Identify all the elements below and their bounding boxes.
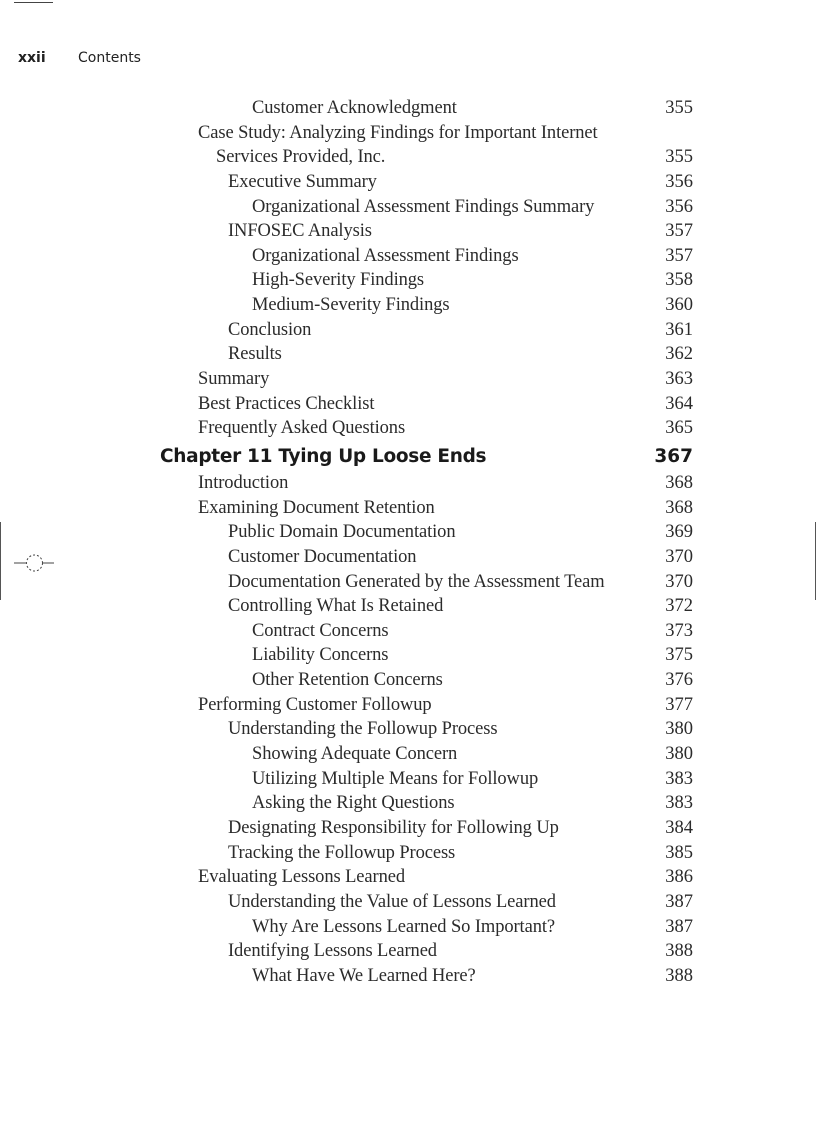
toc-entry-title: Chapter 11 Tying Up Loose Ends [160,445,487,467]
toc-entry-title: Executive Summary [228,171,377,192]
toc-entry-title: Asking the Right Questions [252,793,455,814]
toc-entry-title: Organizational Assessment Findings Summary [252,196,595,217]
toc-entry-title: Showing Adequate Concern [252,744,458,765]
toc-entry-page: 360 [665,295,693,316]
toc-entry[interactable] [0,892,816,917]
table-of-contents [0,98,816,990]
toc-entry[interactable] [0,246,816,271]
toc-entry-page: 357 [665,245,693,266]
toc-entry-title: Results [228,344,282,365]
toc-entry-title: Understanding the Value of Lessons Learned [228,891,556,912]
toc-entry-page: 375 [665,645,693,666]
toc-entry-page: 365 [665,418,693,439]
toc-entry[interactable] [0,147,816,172]
toc-entry[interactable] [0,670,816,695]
toc-entry-title: Medium-Severity Findings [252,295,450,316]
toc-entry-title: Contract Concerns [252,620,389,641]
toc-entry-title: Examining Document Retention [198,497,435,518]
toc-entry-title: Why Are Lessons Learned So Important? [252,916,556,937]
toc-entry-title: What Have We Learned Here? [252,965,476,986]
toc-entry[interactable] [0,695,816,720]
toc-entry-title: Performing Customer Followup [198,694,432,715]
toc-entry-page: 370 [665,546,693,567]
toc-chapter-entry[interactable] [0,443,816,473]
toc-entry[interactable] [0,966,816,991]
toc-entry-title: Documentation Generated by the Assessment Team [228,571,605,592]
toc-entry-page: 368 [665,472,693,493]
toc-entry-page: 355 [665,98,693,118]
toc-entry[interactable] [0,172,816,197]
toc-entry-page: 388 [665,941,693,962]
toc-entry-page: 370 [665,571,693,592]
toc-entry[interactable] [0,621,816,646]
toc-entry[interactable] [0,369,816,394]
toc-entry-title: Frequently Asked Questions [198,418,406,439]
toc-entry-page: 376 [665,670,693,691]
toc-entry-page: 380 [665,744,693,765]
toc-entry[interactable] [0,843,816,868]
toc-entry[interactable] [0,547,816,572]
toc-entry-title: Identifying Lessons Learned [228,941,437,962]
toc-entry-title: Utilizing Multiple Means for Followup [252,768,539,789]
toc-entry-page: 367 [654,445,693,467]
toc-entry-page: 380 [665,719,693,740]
toc-entry-title: Introduction [198,472,289,493]
toc-entry[interactable] [0,320,816,345]
toc-entry-page: 356 [665,196,693,217]
toc-entry-page: 386 [665,867,693,888]
toc-entry-page: 383 [665,793,693,814]
toc-entry[interactable] [0,769,816,794]
toc-entry-title: Controlling What Is Retained [228,596,444,617]
toc-entry-title: Customer Acknowledgment [252,98,457,118]
toc-entry-page: 387 [665,891,693,912]
toc-entry[interactable] [0,941,816,966]
toc-entry-page: 383 [665,768,693,789]
toc-entry[interactable] [0,645,816,670]
toc-entry-page: 369 [665,522,693,543]
toc-entry-title: Public Domain Documentation [228,522,456,543]
toc-entry[interactable] [0,744,816,769]
toc-entry-page: 362 [665,344,693,365]
toc-entry[interactable] [0,344,816,369]
toc-entry[interactable] [0,123,816,148]
toc-entry-title: Best Practices Checklist [198,393,375,414]
toc-entry-title: Customer Documentation [228,546,417,567]
toc-entry-page: 358 [665,270,693,291]
toc-entry[interactable] [0,719,816,744]
toc-entry-page: 357 [665,221,693,242]
section-title: Contents [78,50,141,66]
toc-entry-title: Organizational Assessment Findings [252,245,519,266]
toc-entry[interactable] [0,473,816,498]
toc-entry[interactable] [0,498,816,523]
toc-entry-title: Other Retention Concerns [252,670,443,691]
toc-entry[interactable] [0,270,816,295]
toc-entry[interactable] [0,295,816,320]
toc-entry[interactable] [0,572,816,597]
toc-entry-page: 372 [665,596,693,617]
toc-entry-title: Summary [198,369,270,390]
toc-entry-title: Tracking the Followup Process [228,842,456,863]
toc-entry[interactable] [0,522,816,547]
toc-entry-page: 388 [665,965,693,986]
toc-entry-title: Understanding the Followup Process [228,719,498,740]
toc-entry-page: 387 [665,916,693,937]
toc-entry-page: 377 [665,694,693,715]
toc-entry-page: 364 [665,393,693,414]
toc-entry-title: Conclusion [228,319,312,340]
toc-entry-title: Designating Responsibility for Following Up [228,817,559,838]
running-head [18,50,141,66]
toc-entry-page: 363 [665,369,693,390]
toc-entry-page: 384 [665,817,693,838]
toc-entry[interactable] [0,793,816,818]
page-number: xxii [18,50,46,66]
toc-entry-page: 385 [665,842,693,863]
toc-entry[interactable] [0,418,816,443]
toc-entry-title: Liability Concerns [252,645,389,666]
toc-entry-title: High-Severity Findings [252,270,425,291]
toc-entry[interactable] [0,818,816,843]
toc-entry-title: Services Provided, Inc. [216,147,386,168]
toc-entry[interactable] [0,917,816,942]
toc-entry[interactable] [0,596,816,621]
toc-entry-page: 356 [665,171,693,192]
toc-entry-page: 355 [665,147,693,168]
toc-entry-title: INFOSEC Analysis [228,221,372,242]
toc-entry[interactable] [0,394,816,419]
toc-entry[interactable] [0,197,816,222]
toc-entry-title: Case Study: Analyzing Findings for Important Internet [198,122,598,143]
toc-entry-page: 361 [665,319,693,340]
toc-entry-page: 368 [665,497,693,518]
toc-entry[interactable] [0,221,816,246]
toc-entry[interactable] [0,98,816,123]
crop-mark-top [14,2,53,3]
toc-entry-page: 373 [665,620,693,641]
toc-entry[interactable] [0,867,816,892]
toc-entry-title: Evaluating Lessons Learned [198,867,405,888]
